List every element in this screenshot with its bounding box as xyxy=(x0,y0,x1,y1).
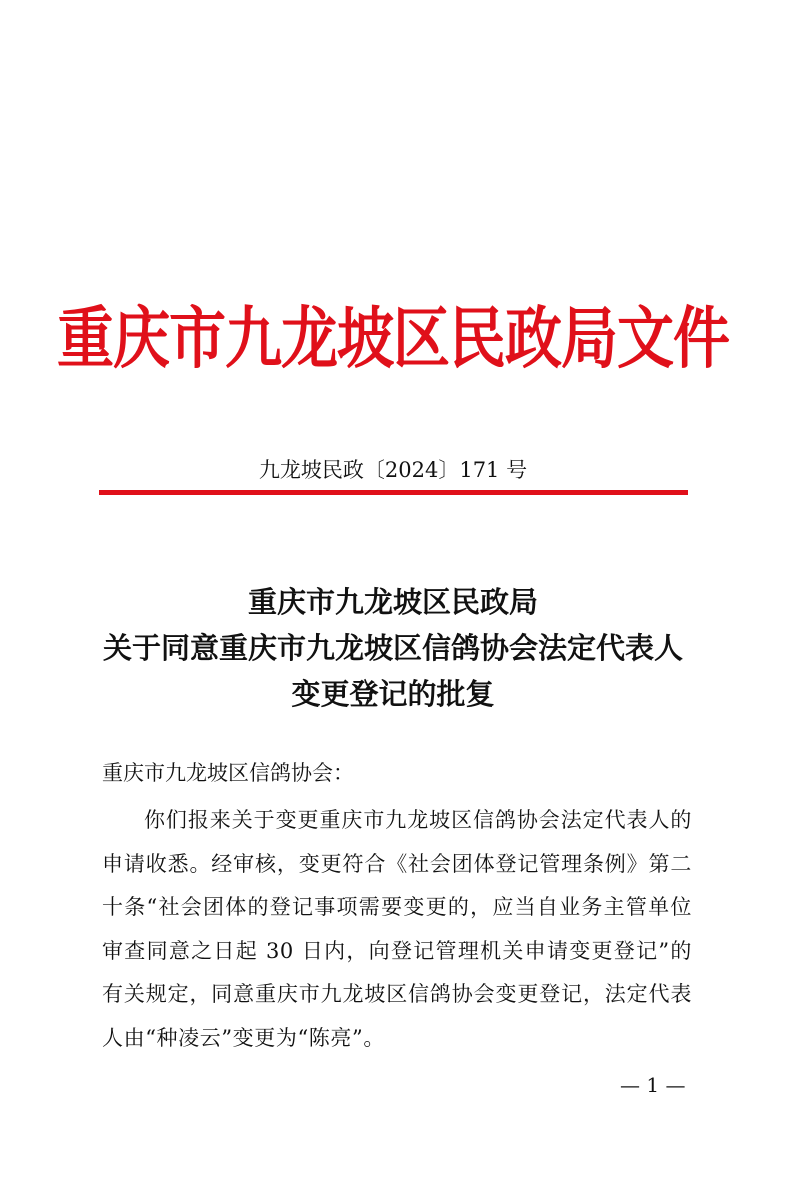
page-number: — 1 — xyxy=(620,1073,686,1097)
header-divider xyxy=(99,490,688,495)
document-header-title: 重庆市九龙坡区民政局文件 xyxy=(57,298,729,379)
title-line-1: 重庆市九龙坡区民政局 xyxy=(247,585,538,619)
recipient-salutation: 重庆市九龙坡区信鸽协会： xyxy=(102,761,354,785)
title-line-3: 变更登记的批复 xyxy=(291,677,495,711)
document-title xyxy=(0,579,786,717)
body-paragraph: 你们报来关于变更重庆市九龙坡区信鸽协会法定代表人的申请收悉。经审核，变更符合《社会团体登记管理条例》第二十条“社会团体的登记事项需要变更的，应当自业务主管单位审查同意之日起 30 日内，向登记管理机关申请变更登记”的有关规定，同意重庆市九龙坡区信鸽协会变更登记，法定代表人由“种凌云”变更为“陈亮”。 xyxy=(102,808,692,1050)
title-line-2: 关于同意重庆市九龙坡区信鸽协会法定代表人 xyxy=(102,631,683,665)
document-number: 九龙坡民政〔2024〕171 号 xyxy=(258,458,528,482)
